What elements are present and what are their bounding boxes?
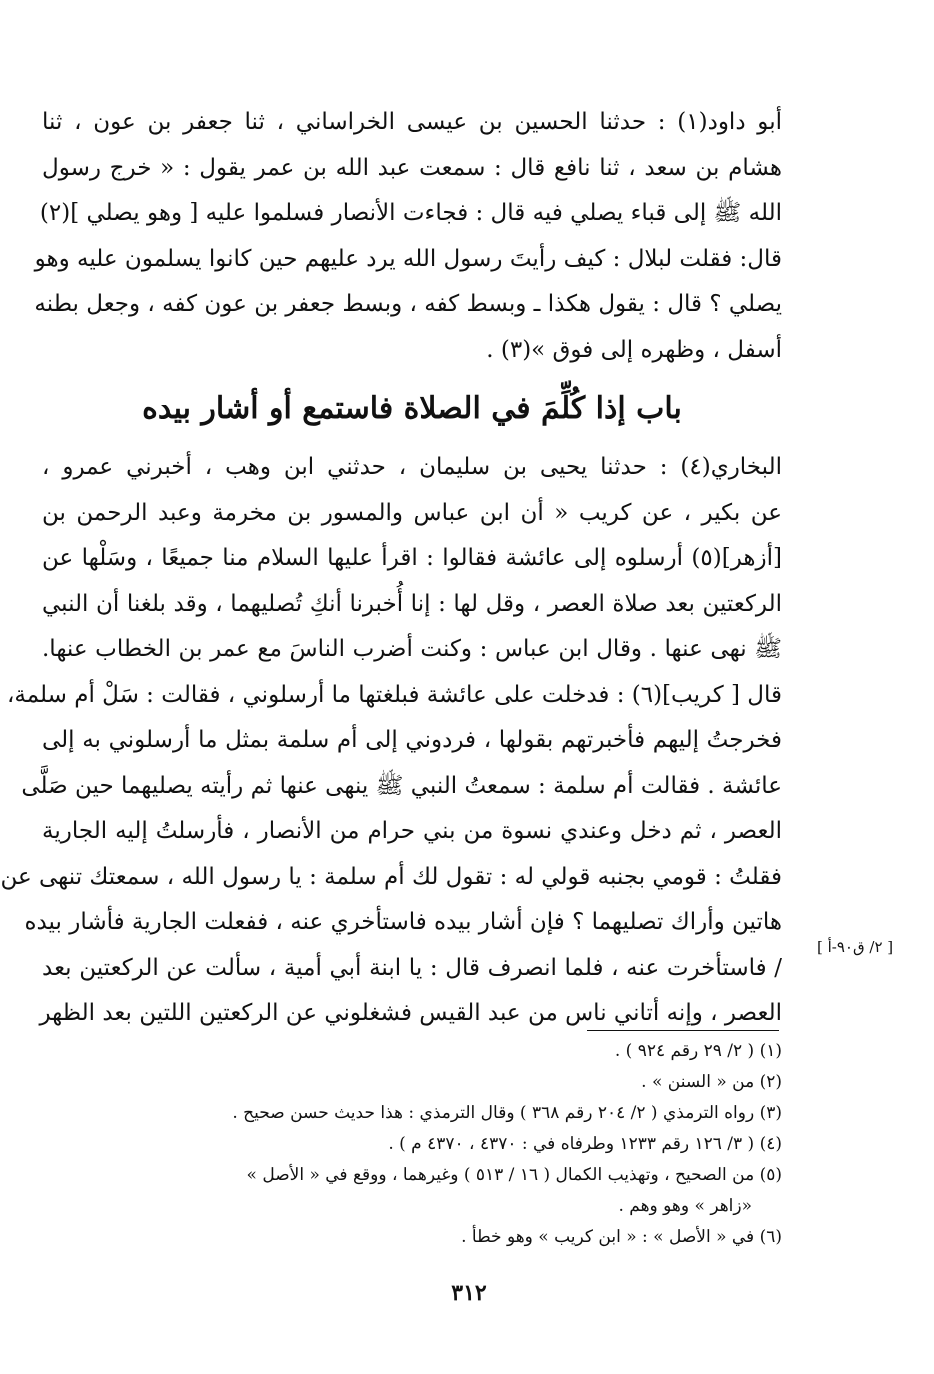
text-line: عائشة . فقالت أم سلمة : سمعتُ النبي ﷺ ينهى عنها ثم رأيته يصليهما حين صَلَّى bbox=[21, 772, 782, 799]
footnote: (٣) رواه الترمذي ( ٢/ ٢٠٤ رقم ٣٦٨ ) وقال الترمذي : هذا حديث حسن صحيح . bbox=[232, 1103, 782, 1123]
footnote: (٦) في « الأصل » : « ابن كريب » وهو خطأ . bbox=[461, 1227, 782, 1247]
section-heading: باب إذا كُلِّمَ في الصلاة فاستمع أو أشار بيده bbox=[142, 391, 682, 426]
text-line: هاتين وأراك تصليهما ؟ فإن أشار بيده فاستأخري عنه ، ففعلت الجارية فأشار بيده bbox=[24, 909, 782, 935]
text-line: يصلي ؟ قال : يقول هكذا ـ وبسط كفه ، وبسط جعفر بن عون كفه ، وجعل بطنه bbox=[34, 291, 782, 317]
text-line: أبو داود(١) : حدثنا الحسين بن عيسى الخراساني ، ثنا جعفر بن عون ، ثنا bbox=[42, 109, 782, 135]
text-line: ﷺ نهى عنها . وقال ابن عباس : وكنت أضرب الناسَ مع عمر بن الخطاب عنها. bbox=[42, 636, 782, 662]
footnote-continuation: «زاهر » وهو وهم . bbox=[618, 1196, 752, 1216]
text-line: قال [ كريب](٦) : فدخلت على عائشة فبلغتها ما أرسلوني ، فقالت : سَلْ أم سلمة، bbox=[6, 681, 782, 708]
text-line: الله ﷺ إلى قباء يصلي فيه قال : فجاءت الأنصار فسلموا عليه [ وهو يصلي ](٢) bbox=[39, 200, 782, 226]
text-line: فخرجتُ إليهم فأخبرتهم بقولها ، فردوني إلى أم سلمة بمثل ما أرسلوني به إلى bbox=[42, 727, 782, 753]
text-line: العصر ، ثم دخل وعندي نسوة من بني حرام من الأنصار ، فأرسلتُ إليه الجارية bbox=[42, 818, 782, 844]
footnote-separator bbox=[587, 1030, 779, 1031]
text-line: [أزهر](٥) أرسلوه إلى عائشة فقالوا : اقرأ عليها السلام منا جميعًا ، وسَلْها عن bbox=[42, 545, 782, 571]
footnote: (٥) من الصحيح ، وتهذيب الكمال ( ١٦ / ٥١٣ ) وغيرهما ، ووقع في « الأصل » bbox=[246, 1165, 782, 1185]
text-line: قال: فقلت لبلال : كيف رأيتَ رسول الله يرد عليهم حين كانوا يسلمون عليه وهو bbox=[34, 245, 782, 272]
manuscript-folio-note: [ ٢/ ق٩٠-أ ] bbox=[817, 938, 894, 956]
text-line: فقلتُ : قومي بجنبه قولي له : تقول لك أم سلمة : يا رسول الله ، سمعتك تنهى عن bbox=[0, 863, 782, 890]
page-number: ٣١٢ bbox=[451, 1280, 487, 1306]
text-line: / فاستأخرت عنه ، فلما انصرف قال : يا ابنة أبي أمية ، سألت عن الركعتين بعد bbox=[42, 954, 782, 981]
text-line: عن بكير ، عن كريب « أن ابن عباس والمسور بن مخرمة وعبد الرحمن بن bbox=[42, 499, 782, 526]
footnote: (٤) ( ٣/ ١٢٦ رقم ١٢٣٣ وطرفاه في : ٤٣٧٠ ، ٤٣٧٠ م ) . bbox=[388, 1134, 782, 1154]
text-line: العصر ، وإنه أتاني ناس من عبد القيس فشغلوني عن الركعتين اللتين بعد الظهر bbox=[39, 1000, 782, 1026]
text-line: أسفل ، وظهره إلى فوق »(٣) . bbox=[486, 336, 782, 363]
footnotes bbox=[42, 1036, 782, 1253]
text-line: هشام بن سعد ، ثنا نافع قال : سمعت عبد الله بن عمر يقول : « خرج رسول bbox=[42, 154, 782, 181]
text-line: البخاري(٤) : حدثنا يحيى بن سليمان ، حدثني ابن وهب ، أخبرني عمرو ، bbox=[42, 454, 782, 480]
main-text bbox=[0, 100, 782, 1037]
footnote: (٢) من « السنن » . bbox=[641, 1072, 782, 1092]
text-line: الركعتين بعد صلاة العصر ، وقل لها : إنا أُخبرنا أنكِ تُصليهما ، وقد بلغنا أن النبي bbox=[42, 590, 782, 617]
footnote: (١) ( ٢/ ٢٩ رقم ٩٢٤ ) . bbox=[614, 1041, 782, 1061]
